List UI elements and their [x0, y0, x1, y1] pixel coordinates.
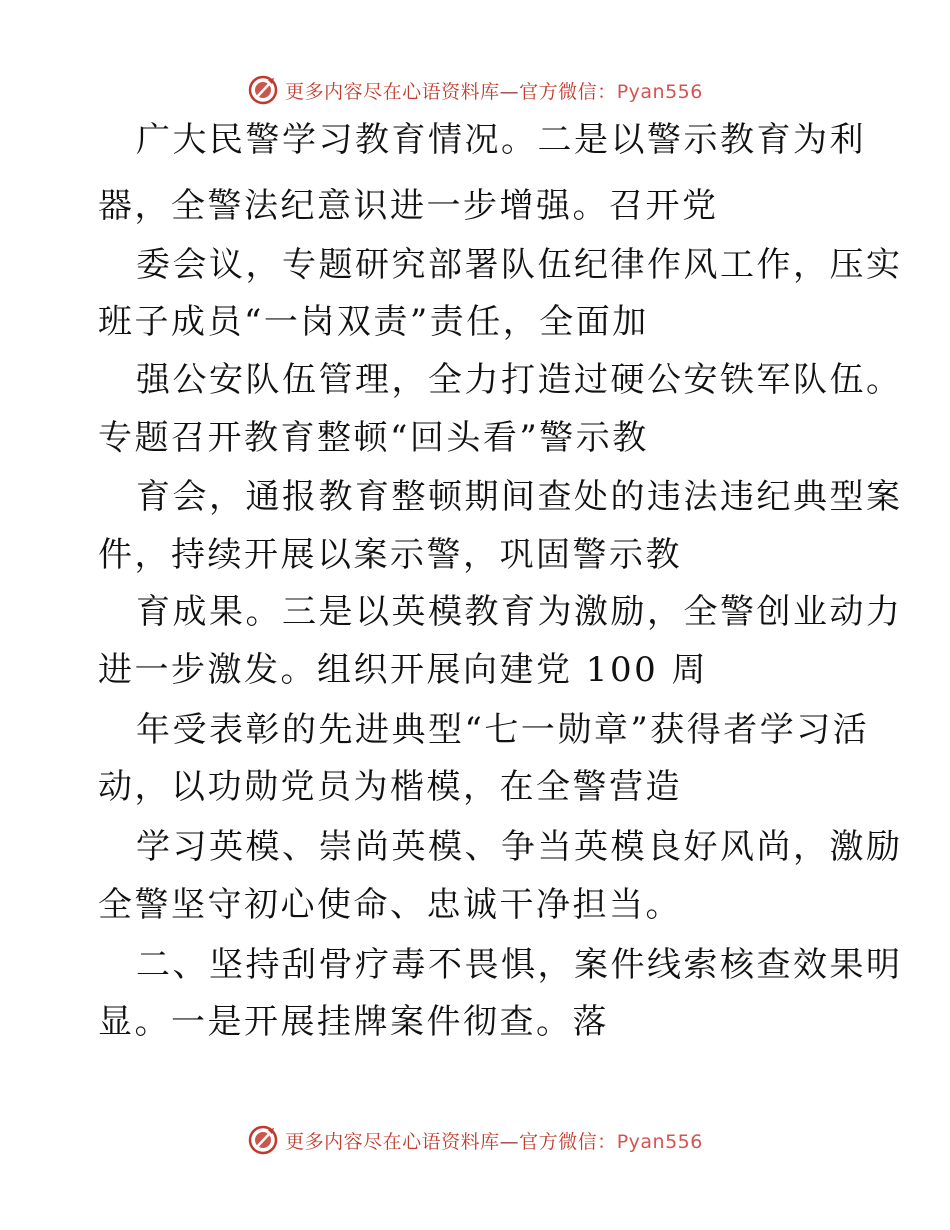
body-line: 年受表彰的先进典型“七一勋章”获得者学习活	[136, 710, 870, 750]
body-line: 班子成员“一岗双责”责任，全面加	[98, 302, 649, 342]
header-watermark	[0, 70, 950, 110]
body-line: 广大民警学习教育情况。二是以警示教育为利	[136, 120, 866, 160]
body-line: 二、坚持刮骨疗毒不畏惧，案件线索核查效果明	[136, 945, 903, 985]
body-line: 育会，通报教育整顿期间查处的违法违纪典型案	[136, 477, 903, 517]
header-watermark-text: 更多内容尽在心语资料库—官方微信：Pyan556	[285, 80, 703, 103]
body-line: 全警坚守初心使命、忠诚干净担当。	[98, 885, 682, 925]
body-line: 育成果。三是以英模教育为激励，全警创业动力	[136, 592, 903, 632]
body-line: 专题召开教育整顿“回头看”警示教	[98, 418, 649, 458]
body-line: 委会议，专题研究部署队伍纪律作风工作，压实	[136, 245, 903, 285]
pen-logo-icon	[247, 1124, 279, 1156]
body-line: 强公安队伍管理，全力打造过硬公安铁军队伍。	[136, 360, 903, 400]
body-line: 学习英模、崇尚英模、争当英模良好风尚，激励	[136, 827, 903, 867]
body-line: 器，全警法纪意识进一步增强。召开党	[98, 186, 719, 226]
footer-watermark-text: 更多内容尽在心语资料库—官方微信：Pyan556	[285, 1130, 703, 1153]
body-line: 件，持续开展以案示警，巩固警示教	[98, 535, 682, 575]
body-line: 进一步激发。组织开展向建党 100 周	[98, 650, 709, 690]
body-line: 显。一是开展挂牌案件彻查。落	[98, 1002, 609, 1042]
footer-watermark	[0, 1120, 950, 1160]
body-line: 动，以功勋党员为楷模，在全警营造	[98, 767, 682, 807]
pen-logo-icon	[247, 74, 279, 106]
